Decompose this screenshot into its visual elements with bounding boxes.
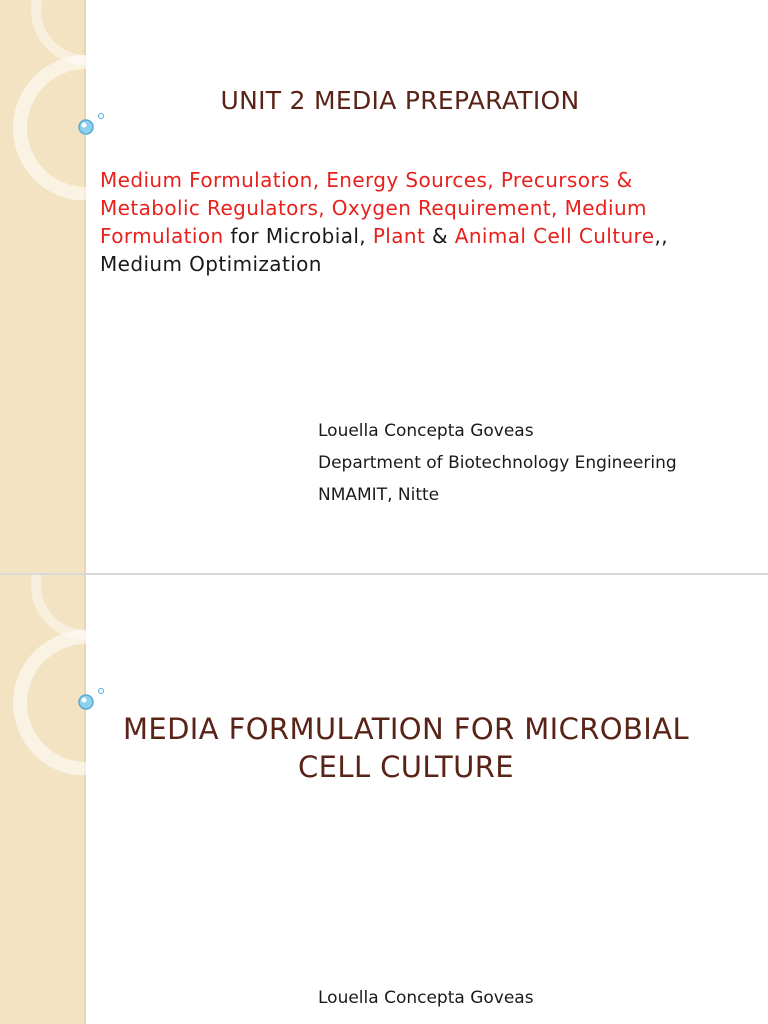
bubble-large-icon xyxy=(79,695,93,709)
upper-ring-icon xyxy=(36,0,136,60)
subtitle-segment: Microbial, xyxy=(265,224,373,248)
author-department: Department of Biotechnology Engineering xyxy=(318,453,677,473)
subtitle-segment: for xyxy=(223,224,266,248)
upper-ring-icon xyxy=(36,575,136,635)
slide-2-title-line-2: CELL CULTURE xyxy=(298,750,514,784)
subtitle-segment: Plant xyxy=(372,224,426,248)
subtitle-segment: Medium Formulation, Energy Sources, Precursors & Metabolic Regulators, Oxygen Requirement, Medium Formulation xyxy=(100,168,647,248)
bubble-small-icon xyxy=(99,689,104,694)
slide-1-title: UNIT 2 MEDIA PREPARATION xyxy=(220,86,580,115)
subtitle-segment: & xyxy=(425,224,455,248)
slide-2-title-line-1: MEDIA FORMULATION FOR MICROBIAL xyxy=(122,712,690,746)
bubble-large-icon xyxy=(79,120,93,134)
slide-1-subtitle xyxy=(100,166,730,278)
author-institution: NMAMIT, Nitte xyxy=(318,485,440,505)
subtitle-segment: Animal Cell Culture xyxy=(454,224,655,248)
slide-2-author-name: Louella Concepta Goveas xyxy=(318,988,534,1008)
bubble-highlight-icon xyxy=(82,123,87,128)
slide-2 xyxy=(0,575,768,1024)
author-name: Louella Concepta Goveas xyxy=(318,421,534,441)
slide-2-title xyxy=(86,710,726,786)
bubble-highlight-icon xyxy=(82,698,87,703)
slide-1-author-block xyxy=(318,415,677,511)
subtitle-segment: ,, Medium Optimization xyxy=(100,224,668,276)
